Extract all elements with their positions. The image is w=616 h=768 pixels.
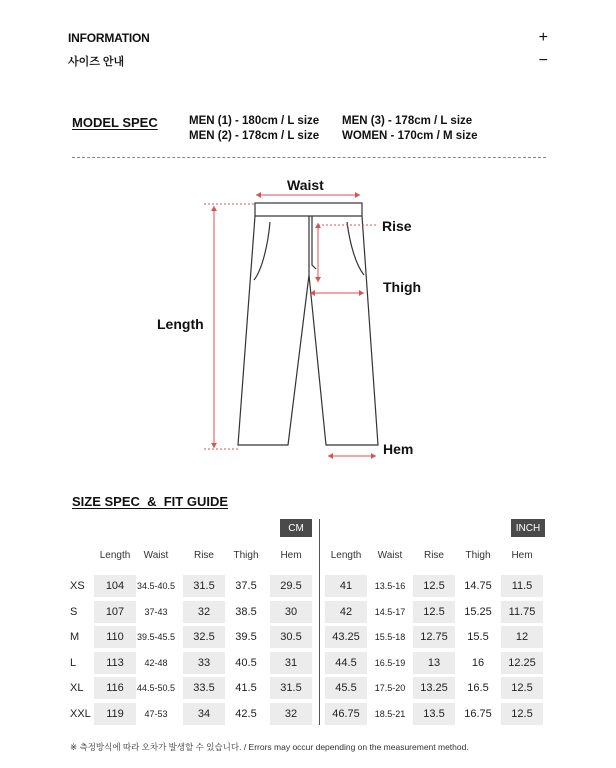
unit-badge-cm: CM — [280, 519, 312, 537]
table-cell: 31.5 — [183, 575, 225, 597]
table-cell: 13.25 — [413, 677, 455, 699]
pants-measurement-diagram — [0, 170, 616, 470]
table-cell: 11.75 — [501, 601, 543, 623]
table-cell: 116 — [94, 677, 136, 699]
table-cell: 33 — [183, 652, 225, 674]
size-spec-title: SIZE SPEC & FIT GUIDE — [72, 494, 229, 509]
column-header: Thigh — [233, 550, 259, 561]
table-cell: 44.5 — [325, 652, 367, 674]
table-cell: 13.5 — [413, 703, 455, 725]
model-spec-entry: WOMEN - 170cm / M size — [342, 130, 478, 142]
unit-badge-inch: INCH — [511, 519, 545, 537]
table-cell: 45.5 — [325, 677, 367, 699]
thigh-label: Thigh — [383, 279, 422, 295]
model-spec-entry: MEN (1) - 180cm / L size — [189, 115, 320, 127]
table-cell: 42 — [325, 601, 367, 623]
table-cell: 14.5-17 — [374, 606, 406, 617]
table-cell: 15.5 — [467, 631, 489, 644]
table-cell: 47-53 — [144, 709, 168, 719]
table-cell: 12.25 — [501, 652, 543, 674]
table-cell: 110 — [94, 626, 136, 648]
table-cell: 12 — [501, 626, 543, 648]
table-cell: 42.5 — [235, 708, 257, 720]
plus-icon[interactable]: + — [538, 29, 548, 46]
hem-label: Hem — [383, 441, 414, 457]
column-header: Hem — [511, 550, 533, 561]
table-cell: 13.5-16 — [374, 581, 406, 591]
table-cell: 12.75 — [413, 626, 455, 648]
table-cell: 30.5 — [270, 626, 312, 648]
table-cell: 119 — [94, 703, 136, 725]
size-label: S — [70, 605, 78, 618]
table-cell: 15.25 — [464, 605, 492, 618]
model-spec-entry: MEN (2) - 178cm / L size — [189, 130, 320, 142]
column-header: Length — [99, 550, 131, 561]
size-label: XS — [70, 580, 85, 592]
table-cell: 34.5-40.5 — [136, 581, 176, 591]
table-cell: 107 — [94, 601, 136, 623]
size-guide-title: 사이즈 안내 — [68, 56, 125, 68]
table-cell: 32 — [270, 703, 312, 725]
table-cell: 43.25 — [325, 626, 367, 648]
table-cell: 30 — [270, 601, 312, 623]
table-cell: 37-43 — [144, 606, 168, 617]
size-label: L — [70, 656, 77, 669]
table-cell: 39.5 — [235, 631, 257, 644]
table-cell: 39.5-45.5 — [136, 632, 176, 643]
table-cell: 17.5-20 — [374, 683, 406, 694]
table-cell: 12.5 — [501, 703, 543, 725]
table-cell: 42-48 — [144, 657, 168, 668]
column-header: Rise — [423, 550, 444, 561]
size-label: M — [70, 631, 80, 644]
table-cell: 12.5 — [413, 575, 455, 597]
column-header: Waist — [143, 550, 169, 561]
table-cell: 16.5-19 — [374, 657, 406, 668]
table-cell: 104 — [94, 575, 136, 597]
table-cell: 34 — [183, 703, 225, 725]
column-header: Hem — [280, 550, 302, 561]
column-header: Waist — [377, 550, 403, 561]
table-cell: 12.5 — [413, 601, 455, 623]
information-accordion-header[interactable] — [68, 30, 548, 46]
table-cell: 44.5-50.5 — [136, 683, 176, 694]
table-cell: 12.5 — [501, 677, 543, 699]
table-cell: 38.5 — [235, 605, 257, 618]
waist-label: Waist — [287, 177, 324, 193]
size-label: XXL — [70, 708, 91, 720]
rise-label: Rise — [382, 218, 412, 234]
pants-illustration — [0, 170, 616, 470]
unit-divider — [319, 519, 320, 725]
size-guide-accordion-header[interactable] — [68, 53, 548, 69]
table-cell: 16.75 — [464, 708, 492, 720]
table-cell: 14.75 — [464, 580, 492, 592]
table-cell: 16.5 — [467, 682, 489, 695]
dashed-divider — [72, 157, 546, 158]
table-cell: 31 — [270, 652, 312, 674]
column-header: Rise — [193, 550, 214, 561]
table-cell: 33.5 — [183, 677, 225, 699]
length-label: Length — [157, 316, 204, 332]
table-cell: 18.5-21 — [374, 709, 406, 719]
minus-icon[interactable]: − — [538, 52, 548, 69]
table-cell: 46.75 — [325, 703, 367, 725]
column-header: Length — [330, 550, 362, 561]
table-cell: 29.5 — [270, 575, 312, 597]
information-title: INFORMATION — [68, 31, 150, 45]
table-cell: 37.5 — [235, 580, 257, 592]
table-cell: 15.5-18 — [374, 632, 406, 643]
table-cell: 11.5 — [501, 575, 543, 597]
table-cell: 31.5 — [270, 677, 312, 699]
table-cell: 40.5 — [235, 656, 257, 669]
size-label: XL — [70, 682, 84, 695]
table-cell: 16 — [471, 656, 485, 669]
model-spec-entry: MEN (3) - 178cm / L size — [342, 115, 473, 127]
table-cell: 13 — [413, 652, 455, 674]
table-cell: 32 — [183, 601, 225, 623]
table-cell: 41.5 — [235, 682, 257, 695]
table-cell: 41 — [325, 575, 367, 597]
measurement-note: ※ 측정방식에 따라 오차가 발생할 수 있습니다. / Errors may occur depending on the measurement method. — [70, 742, 469, 752]
table-cell: 113 — [94, 652, 136, 674]
column-header: Thigh — [465, 550, 491, 561]
model-spec-title: MODEL SPEC — [72, 115, 158, 130]
table-cell: 32.5 — [183, 626, 225, 648]
